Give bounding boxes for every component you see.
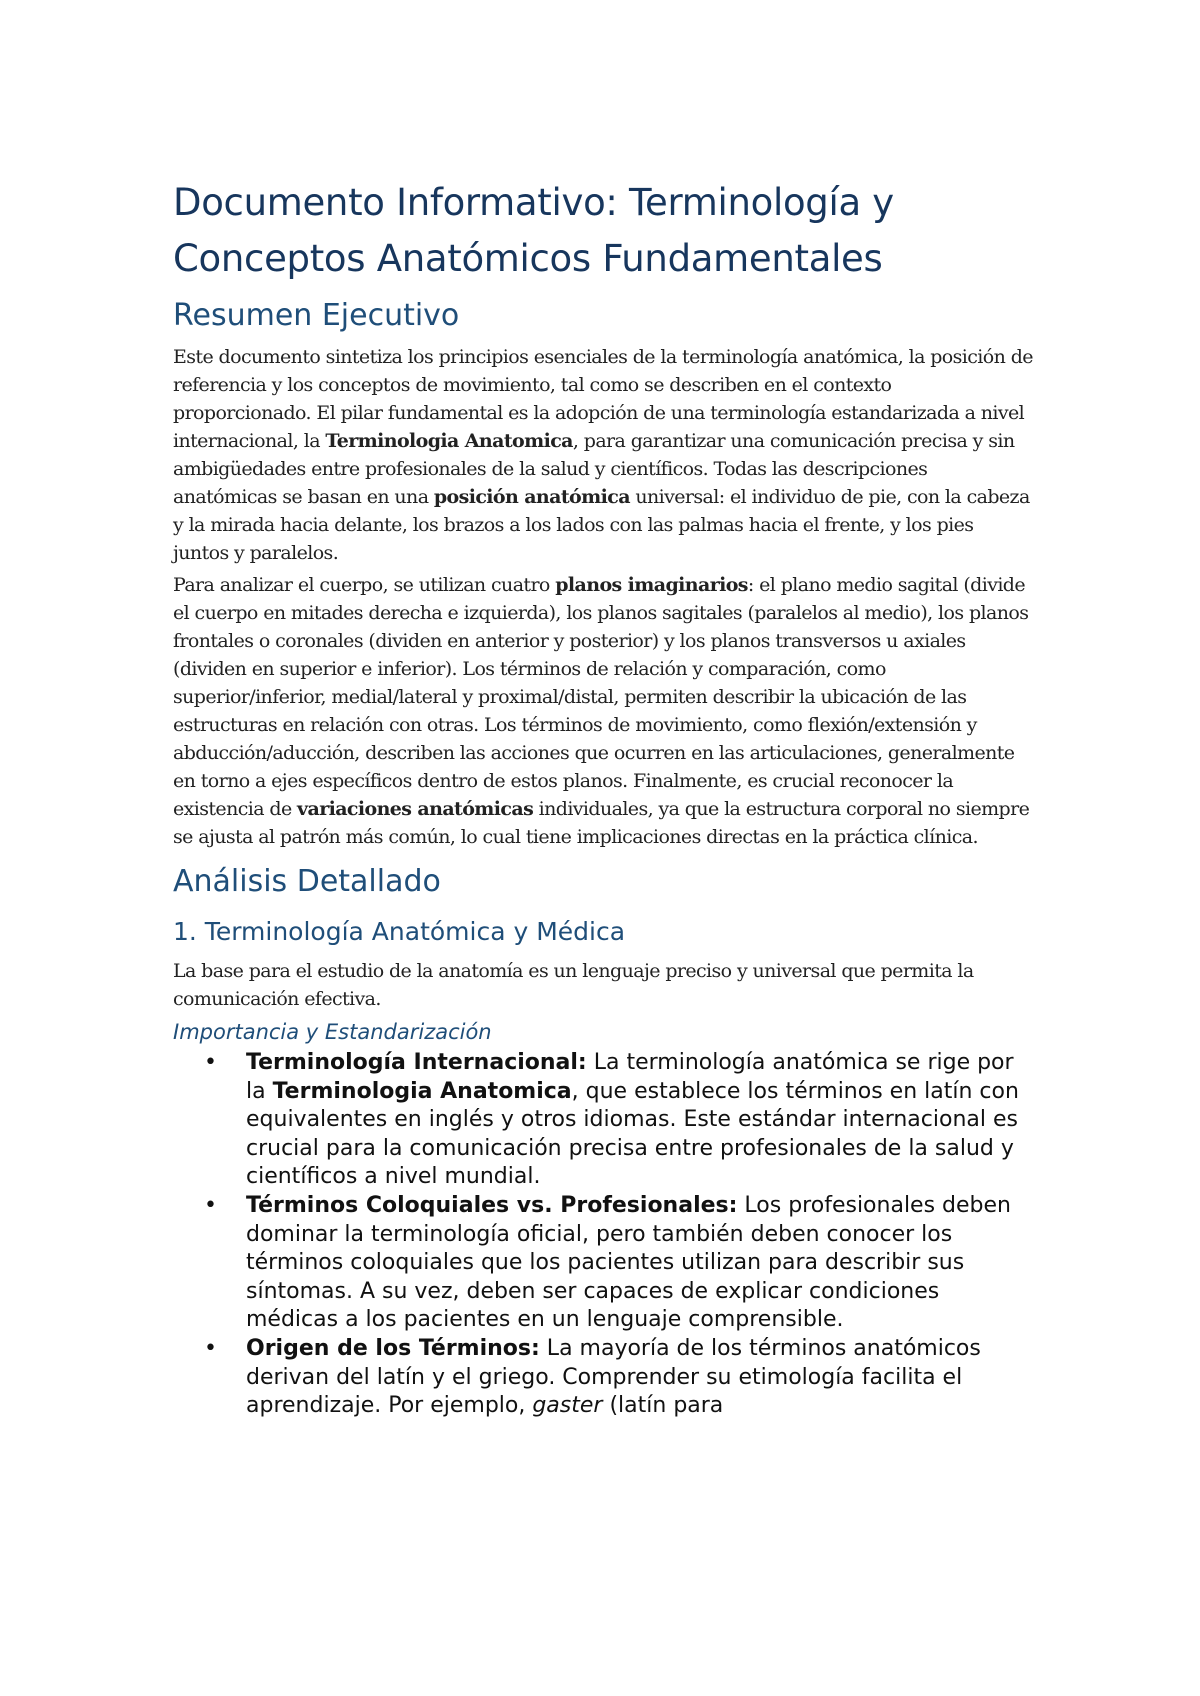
resumen-paragraph-2: Para analizar el cuerpo, se utilizan cuatro planos imaginarios: el plano medio sagital (divide el cuerpo en mitades derecha e izquierda), los planos sagitales (paralelos al medio), los planos frontales o coronales (dividen en anterior y posterior) y los planos transversos u axiales (dividen en superior e inferior). Los términos de relación y comparación, como superior/inferior, medial/lateral y proximal/distal, permiten describir la ubicación de las estructuras en relación con otras. Los términos de movimiento, como flexión/extensión y abducción/aducción, describen las acciones que ocurren en las articulaciones, generalmente en torno a ejes específicos dentro de estos planos. Finalmente, es crucial reconocer la existencia de variaciones anatómicas individuales, ya que la estructura corporal no siempre se ajusta al patrón más común, lo cual tiene implicaciones directas en la práctica clínica. bbox=[173, 574, 1030, 848]
document-page bbox=[173, 175, 1033, 1421]
subsection-heading-terminologia: 1. Terminología Anatómica y Médica bbox=[173, 917, 626, 946]
document-title: Documento Informativo: Terminología y Conceptos Anatómicos Fundamentales bbox=[173, 181, 894, 280]
bullet-icon: • bbox=[204, 1050, 217, 1075]
subsection-intro: La base para el estudio de la anatomía es un lenguaje preciso y universal que permita la comunicación efectiva. bbox=[173, 960, 974, 1010]
bold-term: Terminologia Anatomica bbox=[325, 430, 573, 452]
bold-term: planos imaginarios bbox=[555, 574, 748, 596]
bold-term: posición anatómica bbox=[433, 486, 630, 508]
bold-term: variaciones anatómicas bbox=[297, 798, 534, 820]
list-item: • Términos Coloquiales vs. Profesionales: Los profesionales deben dominar la terminología oficial, pero también deben conocer los términos coloquiales que los pacientes utilizan para describir sus síntomas. A su vez, deben ser capaces de explicar condiciones médicas a los pacientes en un lenguaje comprensible. bbox=[204, 1192, 1011, 1333]
section-heading-analisis: Análisis Detallado bbox=[173, 864, 441, 899]
section-heading-resumen: Resumen Ejecutivo bbox=[173, 298, 460, 333]
bullet-icon: • bbox=[204, 1192, 217, 1218]
resumen-paragraph-1: Este documento sintetiza los principios esenciales de la terminología anatómica, la posición de referencia y los conceptos de movimiento, tal como se describen en el contexto proporcionado. El pilar fundamental es la adopción de una terminología estandarizada a nivel internacional, la Terminologia Anatomica, para garantizar una comunicación precisa y sin ambigüedades entre profesionales de la salud y científicos. Todas las descripciones anatómicas se basan en una posición anatómica universal: el individuo de pie, con la cabeza y la mirada hacia delante, los brazos a los lados con las palmas hacia el frente, y los pies juntos y paralelos. bbox=[173, 346, 1033, 564]
bullet-icon: • bbox=[204, 1335, 217, 1361]
subsubsection-heading-importancia: Importancia y Estandarización bbox=[173, 1020, 492, 1044]
bullet-list bbox=[173, 1049, 1033, 1421]
list-item: • Terminología Internacional: La terminología anatómica se rige por la Terminologia Anatomica, que establece los términos en latín con equivalentes en inglés y otros idiomas. Este estándar internacional es crucial para la comunicación precisa entre profesionales de la salud y científicos a nivel mundial. bbox=[204, 1050, 1019, 1190]
list-item: • Origen de los Términos: La mayoría de los términos anatómicos derivan del latín y el griego. Comprender su etimología facilita el aprendizaje. Por ejemplo, gaster (latín para bbox=[204, 1335, 981, 1419]
